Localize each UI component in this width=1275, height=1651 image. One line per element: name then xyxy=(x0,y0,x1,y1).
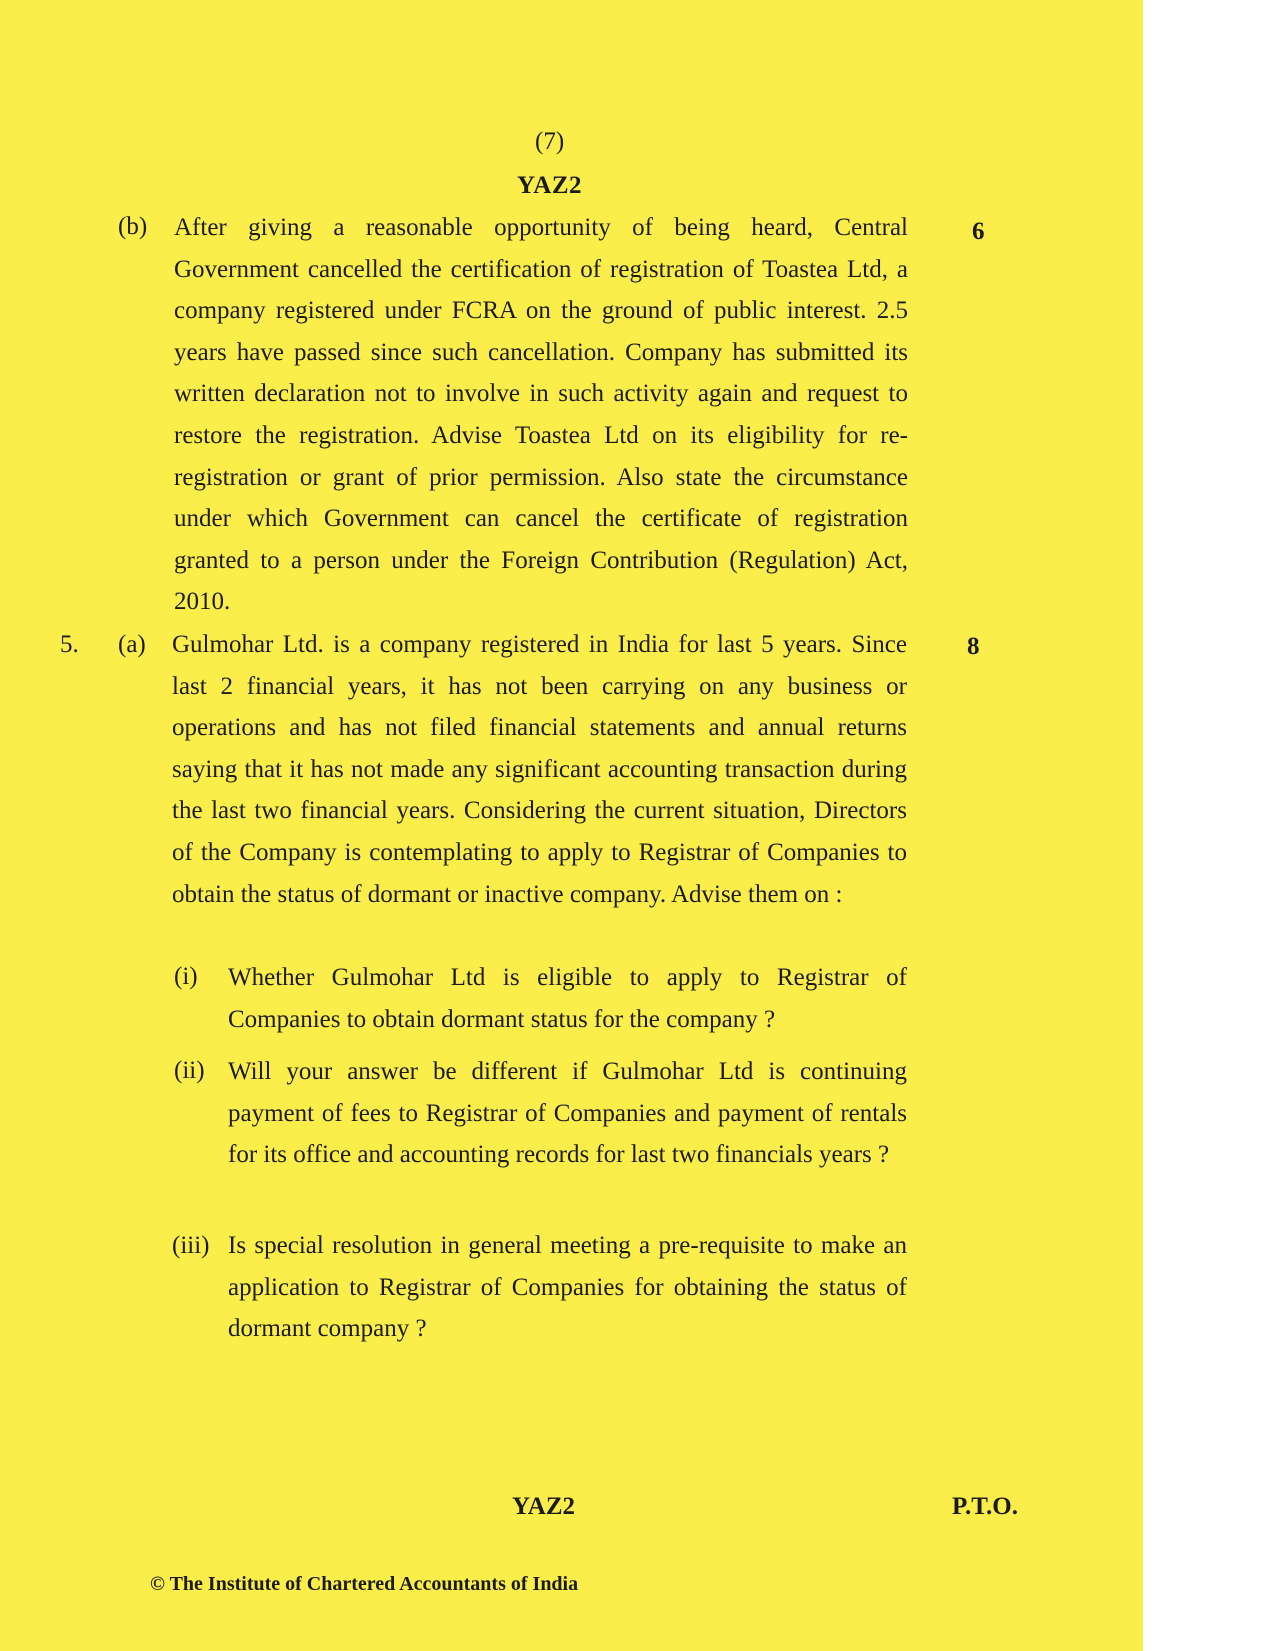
page-number: (7) xyxy=(535,128,565,155)
question-4b-marks: 6 xyxy=(972,218,985,245)
subpart-i-text: Whether Gulmohar Ltd is eligible to apply to Registrar of Companies to obtain dormant status for the company ? xyxy=(228,964,907,1033)
question-5a-marks: 8 xyxy=(967,633,980,660)
subpart-ii-label: (ii) xyxy=(174,1057,205,1084)
paper-code-header: YAZ2 xyxy=(517,172,582,199)
question-5a-label: (a) xyxy=(118,631,146,658)
subpart-iii-text: Is special resolution in general meeting a pre-requisite to make an application to Registrar of Companies for obtaining the status of dormant company ? xyxy=(228,1232,907,1343)
pto-label: P.T.O. xyxy=(952,1493,1018,1520)
subpart-iii-label: (iii) xyxy=(172,1232,210,1259)
paper-code-footer: YAZ2 xyxy=(512,1493,575,1520)
question-4b-text: After giving a reasonable opportunity of being heard, Central Government cancelled the certification of registration of Toastea Ltd, a company registered under FCRA on the ground of public interest. 2.5 years have passed since such cancellation. Company has submitted its written declaration not to involve in such activity again and request to restore the registration. Advise Toastea Ltd on its eligibility for re-registration or grant of prior permission. Also state the circumstance under which Government can cancel the certificate of registration granted to a person under the Foreign Contribution (Regulation) Act, 2010. xyxy=(174,214,908,616)
subpart-i-label: (i) xyxy=(174,963,198,990)
copyright-notice: © The Institute of Chartered Accountants of India xyxy=(150,1573,579,1595)
question-4b-label: (b) xyxy=(118,213,148,240)
question-5a-text: Gulmohar Ltd. is a company registered in India for last 5 years. Since last 2 financial years, it has not been carrying on any business or operations and has not filed financial statements and annual returns saying that it has not made any significant accounting transaction during the last two financial years. Considering the current situation, Directors of the Company is contemplating to apply to Registrar of Companies to obtain the status of dormant or inactive company. Advise them on : xyxy=(172,631,907,908)
subpart-ii-text: Will your answer be different if Gulmohar Ltd is continuing payment of fees to Registrar of Companies and payment of rentals for its office and accounting records for last two financials years ? xyxy=(228,1058,907,1169)
question-5-number: 5. xyxy=(60,631,79,658)
